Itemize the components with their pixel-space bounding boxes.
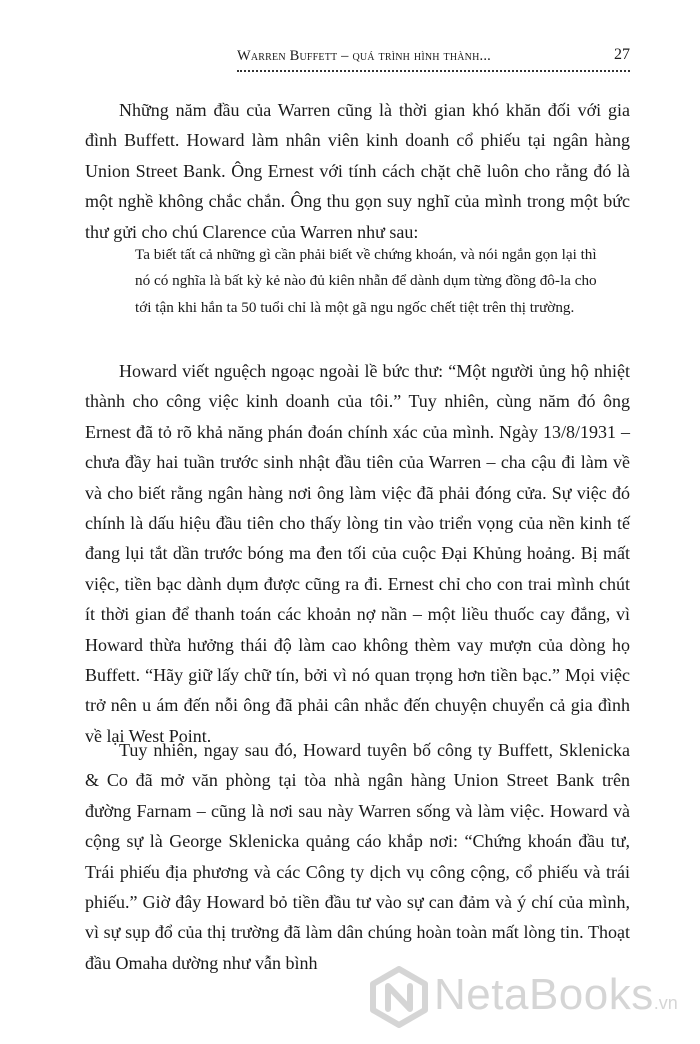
paragraph-1: Những năm đầu của Warren cũng là thời gian khó khăn đối với gia đình Buffett. Howard làm nhân viên kinh doanh cổ phiếu tại ngân hàng Union Street Bank. Ông Ernest với tính cách chặt chẽ luôn cho rằng đó là một nghề không chắc chắn. Ông thu gọn suy nghĩ của mình trong một bức thư gửi cho chú Clarence của Warren như sau: <box>85 100 630 242</box>
header-dotted-rule <box>237 70 630 72</box>
watermark-text <box>434 970 678 1020</box>
running-header <box>237 40 630 68</box>
paragraph-3: Tuy nhiên, ngay sau đó, Howard tuyên bố công ty Buffett, Sklenicka & Co đã mở văn phòng tại tòa nhà ngân hàng Union Street Bank trên đường Farnam – cũng là nơi sau này Warren sống và làm việc. Howard và cộng sự là George Sklenicka quảng cáo khắp nơi: “Chứng khoán đầu tư, Trái phiếu địa phương và các Công ty dịch vụ công cộng, cổ phiếu và trái phiếu.” Giờ đây Howard bỏ tiền đầu tư vào sự can đảm và ý chí của mình, vì sự sụp đổ của thị trường đã làm dân chúng hoàn toàn mất lòng tin. Thoạt đầu Omaha dường như vẫn bình <box>85 740 630 973</box>
watermark <box>368 962 698 1034</box>
watermark-suffix: .vn <box>653 993 678 1013</box>
watermark-brand: NetaBooks <box>434 970 654 1019</box>
netabooks-logo-icon <box>368 966 430 1028</box>
paragraph-2: Howard viết nguệch ngoạc ngoài lề bức thư: “Một người ủng hộ nhiệt thành cho công việc kinh doanh của tôi.” Tuy nhiên, cùng năm đó ông Ernest đã tỏ rõ khả năng phán đoán chính xác của mình. Ngày 13/8/1931 – chưa đầy hai tuần trước sinh nhật đầu tiên của Warren – cha cậu đi làm về và cho biết rằng ngân hàng nơi ông làm việc đã phải đóng cửa. Sự việc đó chính là dấu hiệu đầu tiên cho thấy lòng tin vào triển vọng của nền kinh tế đang lụi tắt dần trước bóng ma đen tối của cuộc Đại Khủng hoảng. Bị mất việc, tiền bạc dành dụm được cũng ra đi. Ernest chỉ cho con trai mình chút ít thời gian để thanh toán các khoản nợ nần – một liều thuốc cay đắng, vì Howard thừa hưởng thái độ làm cao không thèm vay mượn của dòng họ Buffett. “Hãy giữ lấy chữ tín, bởi vì nó quan trọng hơn tiền bạc.” Mọi việc trở nên u ám đến nỗi ông đã phải cân nhắc đến chuyện chuyển cả gia đình về lại West Point. <box>85 361 630 746</box>
running-header-title: Warren Buffett – quá trình hình thành... <box>237 48 492 64</box>
page-number: 27 <box>614 46 630 63</box>
block-quote: Ta biết tất cả những gì cần phải biết về chứng khoán, và nói ngắn gọn lại thì nó có nghĩa là bất kỳ kẻ nào đủ kiên nhẫn để dành dụm từng đồng đô-la cho tới tận khi hắn ta 50 tuổi chỉ là một gã ngu ngốc chết tiệt trên thị trường. <box>135 246 597 316</box>
